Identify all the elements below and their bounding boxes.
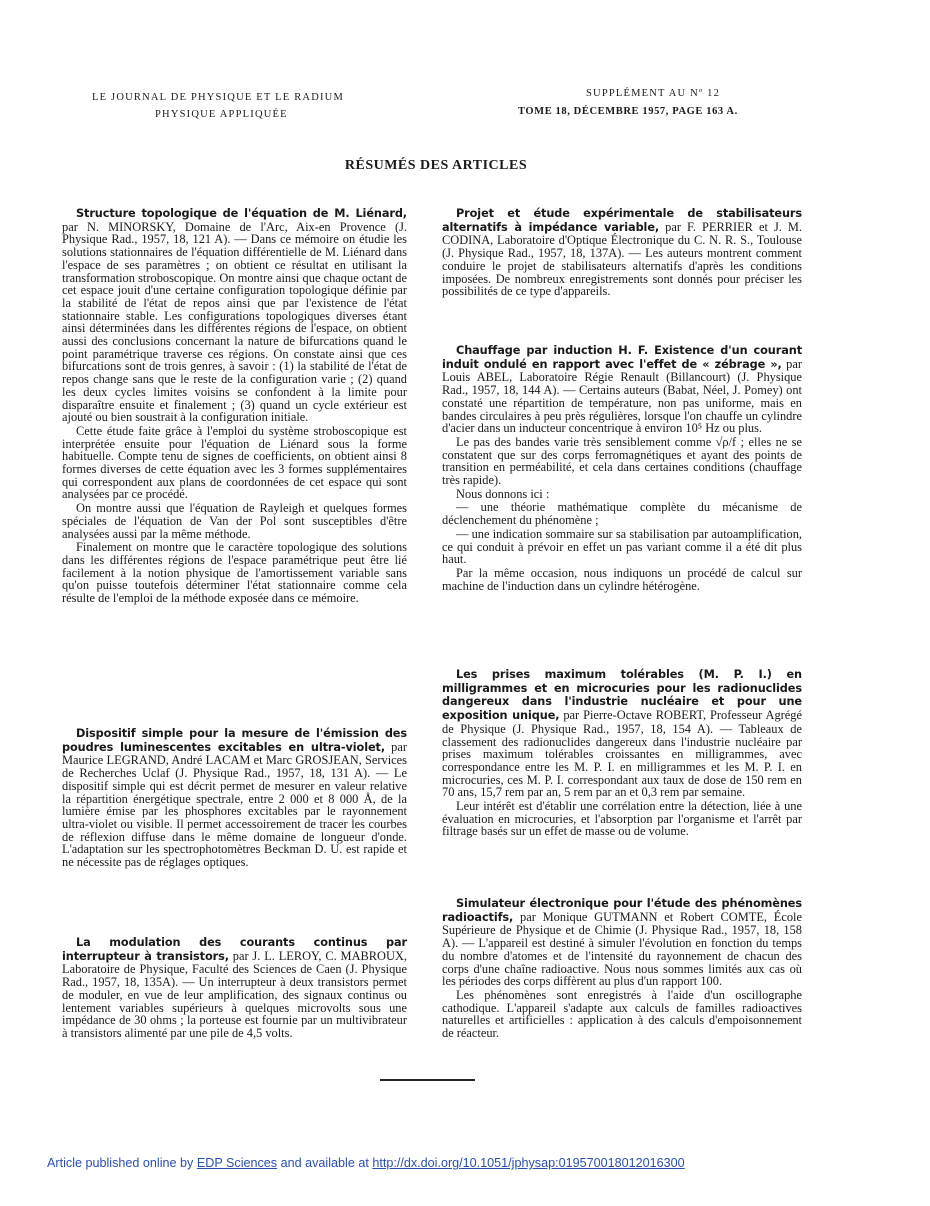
article-stabilizers <box>442 207 802 298</box>
article-paragraph <box>442 668 802 799</box>
article-text: par Monique GUTMANN et Robert COMTE, École Supérieure de Physique et de Chimie (J. Physique Rad., 1957, 18, 158 A). — L'appareil est destiné à simuler l'évolution en fonction du temps du nombre d'atomes et de l'intensité du rayonnement de chacun des corps d'une chaîne radioactive. Nous nous sommes limités aux cas où les périodes des corps diffèrent au plus d'un rapport 100. <box>442 909 802 989</box>
article-paragraph: Les phénomènes sont enregistrés à l'aide d'un oscillographe cathodique. L'appareil s'adapte aux calculs de familles radioactives naturelles et artificielles : application à des calculs d'empoisonnement de réacteur. <box>442 987 802 1041</box>
article-title: Projet et étude expérimentale de stabilisateurs alternatifs à impédance variable, <box>442 207 802 234</box>
article-text: par F. PERRIER et J. M. CODINA, Laboratoire d'Optique Électronique du C. N. R. S., Toulouse (J. Physique Rad., 1957, 18, 137A). — Les auteurs montrent comment conduire le projet de stabilisateurs alternatifs d'après les conditions imposées. De nombreux enregistrements sont donnés pour préciser les possibilités de ce type d'appareils. <box>442 219 802 299</box>
article-title: Structure topologique de l'équation de M. Liénard, <box>76 207 407 220</box>
article-title: La modulation des courants continus par interrupteur à transistors, <box>62 936 407 963</box>
article-paragraph <box>442 897 802 988</box>
journal-name: LE JOURNAL DE PHYSIQUE ET LE RADIUM <box>92 92 344 103</box>
publication-footer <box>47 1156 685 1170</box>
article-paragraph: Cette étude faite grâce à l'emploi du système stroboscopique est interprétée ensuite pour l'équation de Liénard sous la forme habituelle. Compte tenu de signes de coefficients, on obtient ainsi 8 formes diverses de cette équation avec les 3 formes supplémentaires qui correspondent aux plans de coordonnées de cet espace qui sont analysées par ce procédé. <box>62 423 407 502</box>
supplement-number: SUPPLÉMENT AU Nº 12 <box>586 88 721 99</box>
article-paragraph: Le pas des bandes varie très sensiblement comme √ρ/f ; elles ne se constatent que sur des corps ferromagnétiques et ayant des points de transition en perméabilité, et cela dans certaines conditions (chauffage très rapide). <box>442 434 802 488</box>
article-paragraph <box>62 936 407 1040</box>
article-paragraph <box>62 727 407 869</box>
publisher-link[interactable]: EDP Sciences <box>196 1156 278 1170</box>
article-paragraph: Finalement on montre que le caractère topologique des solutions dans les différentes régions de l'espace paramétrique peut être lié facilement à la notion physique de l'amortissement variable sans qu'on puisse toutefois déterminer l'état stationnaire comme cela résulte de l'emploi de la méthode exposée dans ce mémoire. <box>62 540 407 606</box>
article-paragraph: — une théorie mathématique complète du mécanisme de déclenchement du phénomène ; <box>442 500 802 528</box>
volume-info: TOME 18, DÉCEMBRE 1957, PAGE 163 A. <box>518 106 738 117</box>
article-text: par N. MINORSKY, Domaine de l'Arc, Aix-en Provence (J. Physique Rad., 1957, 18, 121 A). — Dans ce mémoire on étudie les solutions stationnaires de l'équation différentielle de M. Liénard dans l'espace de ses paramètres ; on obtient ce résultat en utilisant la transformation stroboscopique. On montre ainsi que chaque octant de cet espace jouit d'une certaine configuration topologique définie par la stabilité de l'état de repos ainsi que par l'existence de l'état stationnaire stable. Les configurations topologiques diverses étant ainsi déterminées dans les différentes régions de l'espace, on obtient aussi des conclusions concernant la nature de bifurcations quand le point paramétrique traverse ces régions. On constate ainsi que ces bifurcations sont de trois genres, à savoir : (1) la stabilité de l'état de repos change sans que le reste de la configuration varie ; (2) quand les deux cycles limites voisins se confondent à la limite pour disparaître ensuite et finalement ; (3) quand un cycle extérieur est ajouté ou bien soustrait à la configuration initiale. <box>62 219 407 425</box>
article-paragraph <box>442 207 802 298</box>
article-title: Les prises maximum tolérables (M. P. I.) en milligrammes et en microcuries pour les radionuclides dangereux dans l'industrie nucléaire et pour une exposition unique, <box>442 668 802 723</box>
article-title: Simulateur électronique pour l'étude des phénomènes radioactifs, <box>442 897 802 924</box>
article-text: par Maurice LEGRAND, André LACAM et Marc GROSJEAN, Services de Recherches Uclaf (J. Physique Rad., 1957, 18, 131 A). — Le dispositif simple qui est décrit permet de mesurer en valeur relative la répartition énergétique spectrale, entre 2 000 et 8 000 Å, de la lumière émise par les phosphores excitables par le rayonnement ultra-violet ou visible. Il permet accessoirement de tracer les courbes de réflexion diffuse dans le même domaine de longueur d'onde. L'adaptation sur les spectrophotomètres Beckman D. U. est rapide et ne nécessite pas de réglages optiques. <box>62 739 407 870</box>
article-lienard <box>62 207 407 605</box>
doi-link[interactable]: http://dx.doi.org/10.1051/jphysap:019570018012016300 <box>372 1156 685 1170</box>
article-title: Dispositif simple pour la mesure de l'émission des poudres luminescentes excitables en ultra-violet, <box>62 727 407 754</box>
article-luminescent-powders <box>62 727 407 869</box>
article-title: Chauffage par induction H. F. Existence d'un courant induit ondulé en rapport avec l'effet de « zébrage », <box>442 344 802 371</box>
article-text: par Louis ABEL, Laboratoire Régie Renault (Billancourt) (J. Physique Rad., 1957, 18, 144 A). — Certains auteurs (Babat, Néel, J. Pomey) ont constaté une répartition de température, non pas uniforme, mais en bandes circulaires à peu près régulières, lorsque l'on chauffe un cylindre d'acier dans un inducteur concentrique à environ 10⁵ Hz ou plus. <box>442 356 802 436</box>
article-induction-heating <box>442 344 802 592</box>
article-paragraph: Nous donnons ici : <box>456 486 550 501</box>
article-paragraph: Par la même occasion, nous indiquons un procédé de calcul sur machine de l'induction dans un cylindre hétérogène. <box>442 565 802 593</box>
article-paragraph: — une indication sommaire sur sa stabilisation par autoamplification, ce qui conduit à prévoir en effet un pas variant comme il a été dit plus haut. <box>442 526 802 567</box>
article-paragraph <box>442 344 802 435</box>
article-paragraph: On montre aussi que l'équation de Rayleigh et quelques formes spéciales de l'équation de Van der Pol sont susceptibles d'être analysées aussi par la même méthode. <box>62 501 407 541</box>
article-text: par Pierre-Octave ROBERT, Professeur Agrégé de Physique (J. Physique Rad., 1957, 18, 154 A). — Tableaux de classement des radionuclides dangereux dans l'industrie nucléaire par prises maximum tolérables croissantes en milligrammes, avec correspondance entre les M. P. I. en milligrammes et les M. P. I. en microcuries, ces M. P. I. correspondant aux taux de dose de 150 rem en 70 ans, 15,7 rem par an, 5 rem par an et 0,3 rem par semaine. <box>442 708 802 800</box>
end-rule <box>380 1079 475 1081</box>
article-paragraph: Leur intérêt est d'établir une corrélation entre la détection, liée à une évaluation en microcuries, et l'absorption par l'organisme et l'arrêt par filtrage basés sur un effet de masse ou de volume. <box>442 799 802 839</box>
footer-prefix: Article published online by <box>47 1156 194 1170</box>
footer-middle: and available at <box>280 1156 369 1170</box>
journal-section: PHYSIQUE APPLIQUÉE <box>155 109 288 120</box>
article-transistor-modulation <box>62 936 407 1040</box>
article-text: par J. L. LEROY, C. MABROUX, Laboratoire de Physique, Faculté des Sciences de Caen (J. Physique Rad., 1957, 18, 135A). — Un interrupteur à deux transistors permet de moduler, en vue de leur amplification, des signaux continus ou lentement variables supérieurs à quelques microvolts sous une impédance de 30 ohms ; la porteuse est fournie par un multivibrateur à transistors alimenté par une pile de 4,5 volts. <box>62 948 407 1040</box>
article-radionuclides <box>442 668 802 838</box>
article-radioactive-simulator <box>442 897 802 1040</box>
article-paragraph <box>62 207 407 424</box>
page-title: RÉSUMÉS DES ARTICLES <box>344 158 528 173</box>
